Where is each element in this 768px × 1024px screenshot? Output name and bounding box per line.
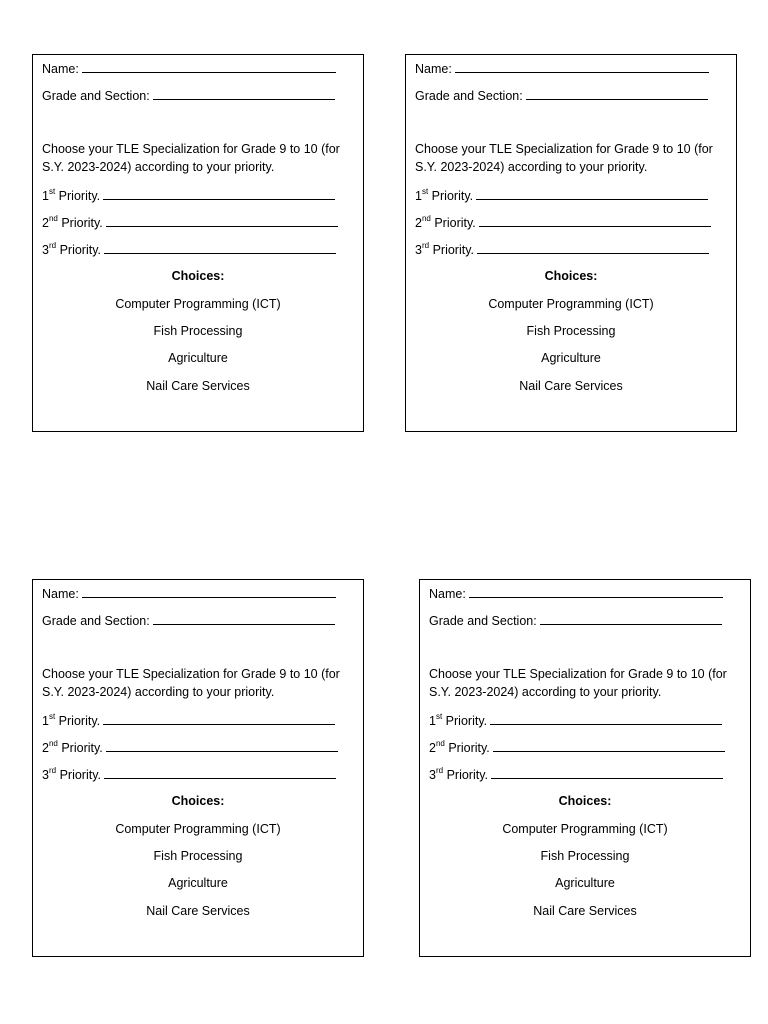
choice-item: Agriculture <box>168 351 228 365</box>
name-label: Name: <box>42 587 79 601</box>
priority-label: Priority. <box>58 714 101 728</box>
grade-section-blank[interactable] <box>153 88 335 100</box>
priority-2-field <box>429 740 725 756</box>
priority-number: 3 <box>415 243 422 257</box>
priority-1-blank[interactable] <box>103 188 335 200</box>
choice-item: Nail Care Services <box>533 904 637 918</box>
grade-section-label: Grade and Section: <box>42 89 150 103</box>
instruction-text: Choose your TLE Specialization for Grade 9 to 10 (for S.Y. 2023-2024) according to your priority. <box>42 667 340 699</box>
priority-number: 1 <box>415 189 422 203</box>
choice-item: Computer Programming (ICT) <box>502 822 668 836</box>
priority-3-blank[interactable] <box>491 767 723 779</box>
choice-item: Nail Care Services <box>519 379 623 393</box>
choice-item: Agriculture <box>541 351 601 365</box>
instruction-text: Choose your TLE Specialization for Grade 9 to 10 (for S.Y. 2023-2024) according to your priority. <box>429 667 727 699</box>
priority-1-field <box>415 188 708 204</box>
choice-item: Computer Programming (ICT) <box>488 297 654 311</box>
specialization-form-card <box>32 54 364 432</box>
priority-ordinal: nd <box>48 738 58 748</box>
priority-3-field <box>415 242 709 258</box>
priority-label: Priority. <box>61 216 103 230</box>
choices-heading: Choices: <box>544 269 598 283</box>
priority-label: Priority. <box>446 768 488 782</box>
priority-label: Priority. <box>59 768 101 782</box>
priority-label: Priority. <box>59 243 101 257</box>
priority-3-field <box>42 242 336 258</box>
name-blank[interactable] <box>82 586 336 598</box>
priority-number: 1 <box>429 714 436 728</box>
priority-ordinal: nd <box>421 213 431 223</box>
grade-section-blank[interactable] <box>153 613 335 625</box>
priority-ordinal: rd <box>435 765 444 775</box>
priority-3-blank[interactable] <box>477 242 709 254</box>
priority-1-blank[interactable] <box>103 713 335 725</box>
priority-1-field <box>429 713 722 729</box>
priority-label: Priority. <box>445 714 488 728</box>
priority-number: 3 <box>42 768 49 782</box>
priority-1-blank[interactable] <box>490 713 722 725</box>
instruction-text: Choose your TLE Specialization for Grade 9 to 10 (for S.Y. 2023-2024) according to your priority. <box>415 142 713 174</box>
name-blank[interactable] <box>469 586 723 598</box>
specialization-form-card <box>405 54 737 432</box>
priority-2-blank[interactable] <box>493 740 725 752</box>
priority-label: Priority. <box>431 189 474 203</box>
priority-2-blank[interactable] <box>106 215 338 227</box>
choice-item: Fish Processing <box>526 324 616 338</box>
name-label: Name: <box>429 587 466 601</box>
priority-number: 2 <box>42 216 49 230</box>
name-field <box>42 61 336 77</box>
choices-heading: Choices: <box>558 794 612 808</box>
priority-1-field <box>42 713 335 729</box>
specialization-form-card <box>32 579 364 957</box>
choice-item: Computer Programming (ICT) <box>115 822 281 836</box>
grade-section-label: Grade and Section: <box>415 89 523 103</box>
specialization-form-card <box>419 579 751 957</box>
priority-2-field <box>415 215 711 231</box>
priority-ordinal: nd <box>435 738 445 748</box>
priority-ordinal: st <box>48 711 56 721</box>
priority-3-blank[interactable] <box>104 767 336 779</box>
grade-section-blank[interactable] <box>526 88 708 100</box>
grade-section-field <box>42 613 335 629</box>
priority-2-blank[interactable] <box>479 215 711 227</box>
choices-heading: Choices: <box>171 794 225 808</box>
grade-section-label: Grade and Section: <box>429 614 537 628</box>
priority-ordinal: rd <box>48 240 57 250</box>
priority-label: Priority. <box>58 189 101 203</box>
priority-number: 1 <box>42 714 49 728</box>
priority-ordinal: st <box>421 186 429 196</box>
priority-label: Priority. <box>434 216 476 230</box>
priority-number: 3 <box>429 768 436 782</box>
choice-item: Agriculture <box>168 876 228 890</box>
priority-2-field <box>42 215 338 231</box>
choice-item: Nail Care Services <box>146 379 250 393</box>
priority-label: Priority. <box>61 741 103 755</box>
grade-section-field <box>429 613 722 629</box>
choice-item: Nail Care Services <box>146 904 250 918</box>
choice-item: Computer Programming (ICT) <box>115 297 281 311</box>
grade-section-field <box>42 88 335 104</box>
choice-item: Fish Processing <box>153 324 243 338</box>
priority-3-field <box>42 767 336 783</box>
name-blank[interactable] <box>455 61 709 73</box>
priority-number: 3 <box>42 243 49 257</box>
priority-1-field <box>42 188 335 204</box>
priority-3-blank[interactable] <box>104 242 336 254</box>
priority-number: 2 <box>42 741 49 755</box>
priority-label: Priority. <box>432 243 474 257</box>
grade-section-blank[interactable] <box>540 613 722 625</box>
priority-ordinal: rd <box>48 765 57 775</box>
choices-heading: Choices: <box>171 269 225 283</box>
name-field <box>429 586 723 602</box>
name-field <box>415 61 709 77</box>
choice-item: Fish Processing <box>153 849 243 863</box>
priority-ordinal: st <box>48 186 56 196</box>
name-blank[interactable] <box>82 61 336 73</box>
priority-3-field <box>429 767 723 783</box>
priority-ordinal: rd <box>421 240 430 250</box>
name-label: Name: <box>415 62 452 76</box>
priority-number: 1 <box>42 189 49 203</box>
name-label: Name: <box>42 62 79 76</box>
choice-item: Fish Processing <box>540 849 630 863</box>
priority-number: 2 <box>415 216 422 230</box>
priority-number: 2 <box>429 741 436 755</box>
priority-ordinal: st <box>435 711 443 721</box>
choice-item: Agriculture <box>555 876 615 890</box>
grade-section-field <box>415 88 708 104</box>
name-field <box>42 586 336 602</box>
priority-ordinal: nd <box>48 213 58 223</box>
priority-label: Priority. <box>448 741 490 755</box>
instruction-text: Choose your TLE Specialization for Grade 9 to 10 (for S.Y. 2023-2024) according to your priority. <box>42 142 340 174</box>
priority-2-field <box>42 740 338 756</box>
priority-1-blank[interactable] <box>476 188 708 200</box>
grade-section-label: Grade and Section: <box>42 614 150 628</box>
priority-2-blank[interactable] <box>106 740 338 752</box>
